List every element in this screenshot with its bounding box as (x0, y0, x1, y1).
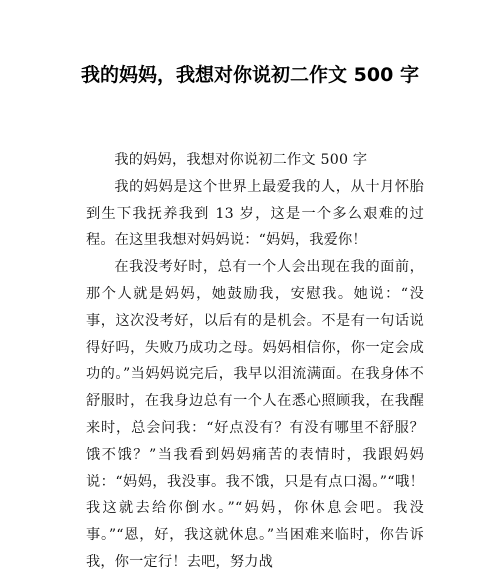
paragraph-3: 在我没考好时，总有一个人会出现在我的面前，那个人就是妈妈，她鼓励我，安慰我。她说：“没事，这次没考好，以后有的是机会。不是有一句话说得好吗，失败乃成功之母。妈妈相信你，你一定会成功的。”当妈妈说完后，我早以泪流满面。在我身体不舒服时，在我身边总有一个人在悉心照顾我，在我醒来时，总会问我：“好点没有？有没有哪里不舒服？饿不饿？”当我看到妈妈痛苦的表情时，我跟妈妈说：“妈妈，我没事。我不饿，只是有点口渴。”“哦！我这就去给你倒水。”“妈妈，你休息会吧。我没事。”“恩，好，我这就休息。”当困难来临时，你告诉我，你一定行！去吧，努力战 (86, 259, 424, 570)
document-title: 我的妈妈，我想对你说初二作文 500 字 (81, 64, 419, 86)
document-body (86, 147, 424, 576)
paragraph-1: 我的妈妈，我想对你说初二作文 500 字 (114, 152, 368, 168)
paragraph-2: 我的妈妈是这个世界上最爱我的人，从十月怀胎到生下我抚养我到 13 岁，这是一个多么艰难的过程。在这里我想对妈妈说：“妈妈，我爱你！ (86, 178, 424, 249)
